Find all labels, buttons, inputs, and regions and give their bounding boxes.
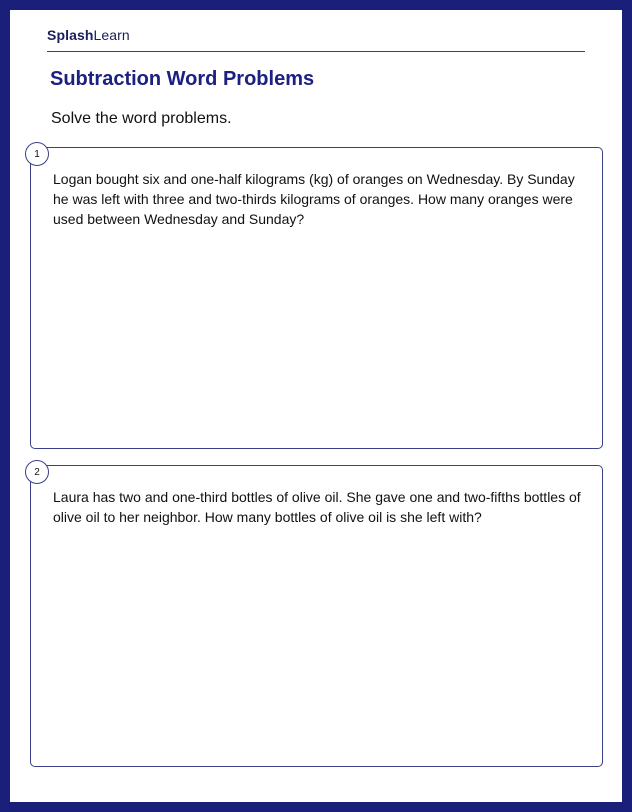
- splashlearn-logo: [47, 27, 130, 43]
- worksheet-instructions: Solve the word problems.: [51, 110, 232, 127]
- worksheet-page: [10, 10, 622, 802]
- problem-text: Logan bought six and one-half kilograms (kg) of oranges on Wednesday. By Sunday he was left with three and two-thirds kilograms of oranges. How many oranges were used between Wednesday and Sunday?: [53, 171, 575, 227]
- problem-number-badge: 1: [25, 142, 49, 166]
- logo-bold-text: Splash: [47, 27, 94, 43]
- logo-light-text: Learn: [93, 27, 130, 43]
- problem-text: Laura has two and one-third bottles of olive oil. She gave one and two-fifths bottles of olive oil to her neighbor. How many bottles of olive oil is she left with?: [53, 489, 581, 525]
- problem-box-2: [30, 465, 603, 767]
- worksheet-title: Subtraction Word Problems: [50, 68, 315, 90]
- header-divider: [47, 51, 585, 52]
- problem-number-badge: 2: [25, 460, 49, 484]
- problem-box-1: [30, 147, 603, 449]
